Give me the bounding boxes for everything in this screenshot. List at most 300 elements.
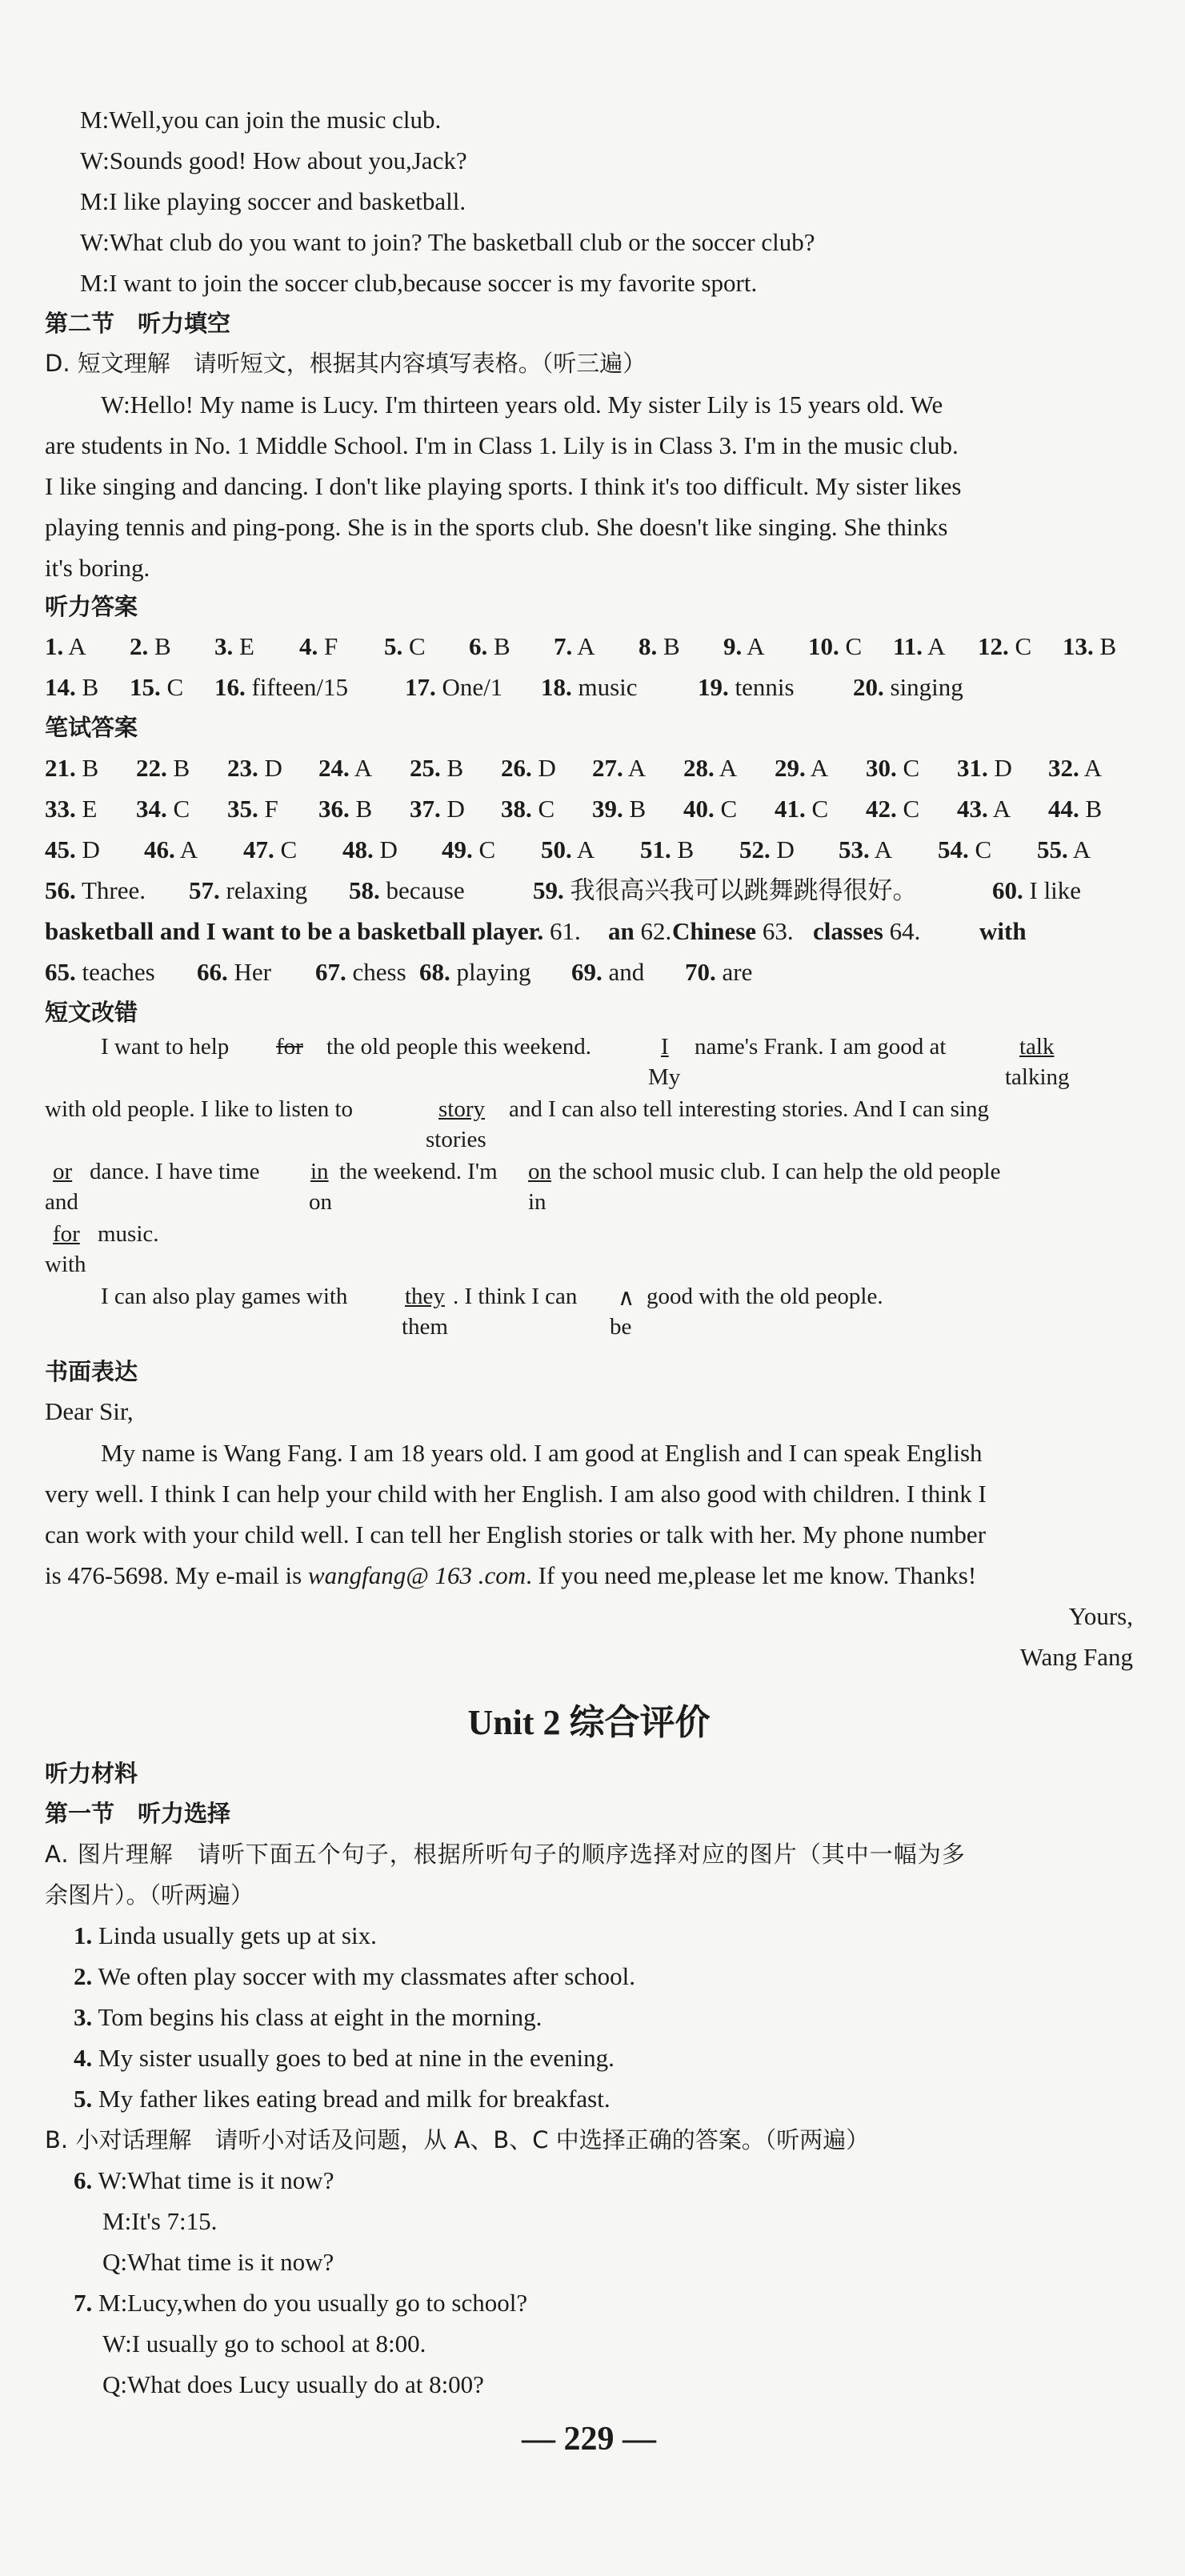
answer-item: [698, 671, 795, 703]
answer-value: 64.: [883, 917, 921, 945]
answer-number: Chinese: [672, 917, 757, 945]
corr-deleted: for: [276, 1034, 303, 1060]
answer-item: [45, 915, 581, 947]
answer-value: F: [318, 632, 338, 660]
answer-item: [227, 793, 278, 825]
answer-item: [349, 875, 465, 907]
answer-number: 38.: [501, 795, 532, 823]
corr-wrong: in: [310, 1159, 329, 1184]
answer-number: 66.: [197, 958, 228, 986]
answer-number: 11.: [893, 632, 923, 660]
answer-value: B: [657, 632, 680, 660]
answer-value: C: [531, 795, 555, 823]
answer-value: playing: [450, 958, 531, 986]
answer-item: [45, 793, 97, 825]
writing-heading: 书面表达: [45, 1358, 138, 1385]
answer-item: [45, 956, 155, 988]
answer-value: B: [1079, 795, 1103, 823]
answer-number: 39.: [592, 795, 623, 823]
answer-item: [1048, 752, 1102, 784]
instruction-d: D. 短文理解 请听短文，根据其内容填写表格。（听三遍）: [45, 350, 647, 377]
letter-signature: Wang Fang: [1019, 1643, 1133, 1671]
list-item: [74, 2083, 611, 2115]
answer-item: [227, 752, 282, 784]
answer-item: [592, 752, 646, 784]
answer-item: [136, 793, 190, 825]
answer-value: C: [896, 754, 920, 782]
answer-value: D: [987, 754, 1012, 782]
letter-line: very well. I think I can help your child with her English. I am also good with children. I think I: [45, 1480, 987, 1508]
passage-line: playing tennis and ping-pong. She is in the sports club. She doesn't like singing. She thinks: [45, 513, 948, 541]
answer-number: 2.: [130, 632, 149, 660]
answer-number: 12.: [978, 632, 1009, 660]
section-heading: 第一节 听力选择: [45, 1800, 231, 1827]
dialog-line: M:I like playing soccer and basketball.: [80, 187, 466, 215]
corr-wrong: they: [405, 1284, 445, 1309]
answer-item: [214, 631, 254, 663]
correction-heading: 短文改错: [45, 999, 138, 1026]
answer-value: B: [623, 795, 647, 823]
item-number: 2.: [74, 1962, 93, 1990]
answer-number: 4.: [299, 632, 318, 660]
answer-value: A: [987, 795, 1011, 823]
letter-text: is 476-5698. My e-mail is: [45, 1561, 302, 1589]
answer-number: 23.: [227, 754, 258, 782]
list-item: [74, 1920, 377, 1952]
answer-value: B: [166, 754, 190, 782]
answer-item: [243, 834, 297, 866]
answer-value: C: [166, 795, 190, 823]
answer-number: basketball and I want to be a basketball player.: [45, 917, 544, 945]
answer-number: 7.: [554, 632, 573, 660]
answer-item: [979, 915, 1027, 947]
answer-value: One/1: [435, 673, 503, 701]
answer-value: because: [379, 876, 465, 904]
item-number: 6.: [74, 2166, 93, 2194]
answer-value: I like: [1023, 876, 1082, 904]
corr-fix: in: [528, 1189, 546, 1215]
answer-item: [501, 793, 554, 825]
answer-number: 32.: [1048, 754, 1079, 782]
corr-text: the weekend. I'm: [339, 1159, 498, 1184]
answer-item: [554, 631, 595, 663]
list-item: [74, 2042, 615, 2074]
answer-number: 15.: [130, 673, 161, 701]
answer-value: F: [258, 795, 278, 823]
answer-item: [45, 834, 100, 866]
answer-value: C: [968, 835, 992, 863]
passage-line: I like singing and dancing. I don't like playing sports. I think it's too difficult. My sister likes: [45, 472, 962, 500]
answer-item: [639, 631, 680, 663]
answer-number: 49.: [442, 835, 473, 863]
answer-item: [342, 834, 398, 866]
answer-value: singing: [883, 673, 963, 701]
instruction-a: A. 图片理解 请听下面五个句子，根据所听句子的顺序选择对应的图片（其中一幅为多: [45, 1841, 966, 1868]
passage-line: are students in No. 1 Middle School. I'm in Class 1. Lily is in Class 3. I'm in the music club.: [45, 431, 959, 459]
corr-text: and I can also tell interesting stories. And I can sing: [509, 1096, 989, 1122]
answer-item: [197, 956, 271, 988]
letter-line: can work with your child well. I can tell her English stories or talk with her. My phone number: [45, 1520, 987, 1548]
item-number: 3.: [74, 2003, 93, 2031]
answer-item: [978, 631, 1031, 663]
answer-number: 31.: [957, 754, 988, 782]
answer-item: [419, 956, 531, 988]
answer-item: [1063, 631, 1116, 663]
answer-item: [775, 752, 828, 784]
answer-value: A: [571, 835, 595, 863]
answer-item: [469, 631, 510, 663]
item-text: Tom begins his class at eight in the morning.: [98, 2003, 542, 2031]
corr-fix: talking: [1005, 1064, 1070, 1090]
answer-value: C: [402, 632, 426, 660]
item-text: My father likes eating bread and milk for breakfast.: [98, 2085, 611, 2113]
answer-number: 44.: [1048, 795, 1079, 823]
answer-value: A: [623, 754, 647, 782]
answer-number: 30.: [866, 754, 897, 782]
answer-value: D: [75, 835, 100, 863]
answer-value: B: [75, 673, 99, 701]
list-item: [74, 1961, 635, 1993]
letter-line: My name is Wang Fang. I am 18 years old. I am good at English and I can speak English: [101, 1439, 983, 1467]
corr-text: the school music club. I can help the old people: [558, 1159, 1001, 1184]
answer-value: are: [715, 958, 753, 986]
answer-item: [144, 834, 198, 866]
answer-number: 6.: [469, 632, 488, 660]
corr-text: dance. I have time: [90, 1159, 260, 1184]
answer-value: B: [75, 754, 99, 782]
answer-value: B: [487, 632, 510, 660]
answer-item: [410, 752, 463, 784]
answer-item: [410, 793, 465, 825]
corr-wrong: for: [53, 1221, 80, 1247]
corr-text: I can also play games with: [101, 1284, 348, 1309]
answer-item: [130, 671, 183, 703]
corr-text: name's Frank. I am good at: [695, 1034, 947, 1060]
answer-value: A: [805, 754, 829, 782]
answer-item: [541, 671, 638, 703]
answer-number: 17.: [405, 673, 436, 701]
answer-value: relaxing: [219, 876, 308, 904]
answer-value: C: [805, 795, 829, 823]
answer-value: A: [742, 632, 765, 660]
answer-number: 59.: [533, 876, 564, 904]
answer-value: A: [869, 835, 893, 863]
answer-value: A: [349, 754, 373, 782]
answer-number: 58.: [349, 876, 380, 904]
passage-line: it's boring.: [45, 554, 150, 582]
dialog-line: M:I want to join the soccer club,because soccer is my favorite sport.: [80, 269, 758, 297]
answer-value: fifteen/15: [245, 673, 349, 701]
corr-fix: on: [309, 1189, 332, 1215]
answer-item: [384, 631, 426, 663]
corr-wrong: talk: [1019, 1034, 1055, 1060]
answer-item: [45, 631, 86, 663]
answer-value: D: [373, 835, 398, 863]
answer-value: 62.: [634, 917, 672, 945]
answer-number: 19.: [698, 673, 729, 701]
letter-closing: Yours,: [1068, 1602, 1133, 1630]
answer-number: with: [979, 917, 1027, 945]
email-address: wangfang@ 163 .com: [307, 1561, 526, 1589]
answer-number: classes: [813, 917, 883, 945]
answer-number: 34.: [136, 795, 167, 823]
answer-item: [501, 752, 556, 784]
answer-number: 10.: [808, 632, 839, 660]
answer-item: [315, 956, 406, 988]
passage-line: W:Hello! My name is Lucy. I'm thirteen years old. My sister Lily is 15 years old. We: [101, 391, 943, 419]
answer-item: [839, 834, 892, 866]
answer-item: [672, 915, 794, 947]
answer-item: [592, 793, 646, 825]
page-number: — 229 —: [522, 2421, 656, 2458]
answer-value: D: [258, 754, 282, 782]
answer-number: 26.: [501, 754, 532, 782]
answer-number: 8.: [639, 632, 658, 660]
corr-wrong: on: [528, 1159, 551, 1184]
answer-value: C: [896, 795, 920, 823]
answer-number: 48.: [342, 835, 374, 863]
answer-item: [723, 631, 765, 663]
answer-item: [608, 915, 671, 947]
answer-number: 55.: [1037, 835, 1068, 863]
answer-item: [214, 671, 348, 703]
answer-item: [405, 671, 502, 703]
answer-item: [318, 752, 372, 784]
answer-number: 40.: [683, 795, 715, 823]
answer-number: 24.: [318, 754, 350, 782]
list-item: [74, 2165, 334, 2197]
answer-item: [45, 875, 146, 907]
answer-item: [533, 875, 918, 907]
answer-number: 54.: [938, 835, 969, 863]
answer-number: 20.: [853, 673, 884, 701]
corr-wrong: I: [661, 1034, 669, 1060]
answer-number: 25.: [410, 754, 441, 782]
answer-item: [893, 631, 945, 663]
corr-text: . I think I can: [453, 1284, 578, 1309]
dialog-line: M:Well,you can join the music club.: [80, 106, 442, 134]
answer-value: A: [923, 632, 946, 660]
answer-number: 57.: [189, 876, 220, 904]
answer-item: [45, 752, 98, 784]
item-number: 4.: [74, 2044, 93, 2072]
answer-value: 61.: [543, 917, 581, 945]
answer-item: [318, 793, 372, 825]
corr-text: with old people. I like to listen to: [45, 1096, 354, 1122]
list-item: Q:What time is it now?: [102, 2248, 334, 2276]
corr-wrong: or: [53, 1159, 73, 1184]
corr-fix: them: [402, 1314, 448, 1340]
dialog-line: W:Sounds good! How about you,Jack?: [80, 146, 467, 174]
answer-value: C: [472, 835, 496, 863]
answer-item: [683, 752, 737, 784]
unit-title: Unit 2 综合评价: [467, 1703, 711, 1742]
answer-number: 27.: [592, 754, 623, 782]
answer-value: A: [1067, 835, 1091, 863]
list-item: Q:What does Lucy usually do at 8:00?: [102, 2370, 484, 2398]
answer-number: 9.: [723, 632, 743, 660]
answer-item: [866, 793, 919, 825]
answer-value: C: [1008, 632, 1032, 660]
answer-value: A: [572, 632, 595, 660]
answer-number: 33.: [45, 795, 76, 823]
item-text: We often play soccer with my classmates after school.: [98, 1962, 635, 1990]
answer-value: C: [160, 673, 184, 701]
answer-value: and: [602, 958, 645, 986]
corr-fix: stories: [426, 1127, 486, 1152]
answer-number: 37.: [410, 795, 441, 823]
item-text: My sister usually goes to bed at nine in the evening.: [98, 2044, 615, 2072]
corr-wrong: story: [438, 1096, 485, 1122]
item-number: 1.: [74, 1921, 93, 1949]
answer-value: A: [714, 754, 738, 782]
answer-number: 13.: [1063, 632, 1094, 660]
corr-fix: with: [45, 1252, 86, 1277]
answer-item: [992, 875, 1081, 907]
answer-number: 56.: [45, 876, 76, 904]
corr-insert-caret: ∧: [618, 1285, 635, 1311]
answer-value: music: [571, 673, 638, 701]
answer-item: [571, 956, 644, 988]
answer-number: 51.: [640, 835, 671, 863]
answer-value: 63.: [756, 917, 794, 945]
answer-number: 53.: [839, 835, 870, 863]
answer-item: [130, 631, 171, 663]
answer-value: D: [440, 795, 465, 823]
answer-number: 46.: [144, 835, 175, 863]
section-heading: 第二节 听力填空: [45, 310, 231, 337]
answer-value: A: [174, 835, 198, 863]
answer-value: chess: [346, 958, 406, 986]
answer-item: [739, 834, 795, 866]
answer-number: an: [608, 917, 635, 945]
answer-number: 36.: [318, 795, 350, 823]
answer-number: 65.: [45, 958, 76, 986]
instruction-a: 余图片）。（听两遍）: [45, 1881, 254, 1909]
answer-value: C: [714, 795, 738, 823]
list-item: [74, 2287, 527, 2319]
corr-fix: and: [45, 1189, 78, 1215]
answer-number: 29.: [775, 754, 806, 782]
answer-value: B: [148, 632, 171, 660]
answer-number: 14.: [45, 673, 76, 701]
item-text: M:Lucy,when do you usually go to school?: [98, 2289, 528, 2317]
corr-fix: My: [648, 1064, 681, 1090]
answer-number: 18.: [541, 673, 572, 701]
listening-answers-heading: 听力答案: [45, 593, 138, 620]
answer-number: 22.: [136, 754, 167, 782]
answer-value: B: [440, 754, 464, 782]
letter-text: . If you need me,please let me know. Thanks!: [526, 1561, 977, 1589]
answer-item: [683, 793, 737, 825]
answer-number: 28.: [683, 754, 715, 782]
answer-value: tennis: [728, 673, 795, 701]
answer-item: [957, 793, 1011, 825]
answer-item: [808, 631, 862, 663]
answer-number: 45.: [45, 835, 76, 863]
answer-item: [189, 875, 307, 907]
item-text: Linda usually gets up at six.: [98, 1921, 377, 1949]
answer-number: 35.: [227, 795, 258, 823]
answer-number: 42.: [866, 795, 897, 823]
materials-heading: 听力材料: [45, 1760, 138, 1787]
corr-text: I want to help: [101, 1034, 230, 1060]
answer-number: 50.: [541, 835, 572, 863]
answer-item: [136, 752, 190, 784]
answer-value: Her: [227, 958, 271, 986]
answer-number: 70.: [685, 958, 716, 986]
answer-item: [1048, 793, 1102, 825]
answer-item: [45, 671, 98, 703]
answer-value: E: [75, 795, 98, 823]
corr-text: the old people this weekend.: [326, 1034, 591, 1060]
answer-value: teaches: [75, 958, 155, 986]
corr-text: good with the old people.: [647, 1284, 883, 1309]
answer-value: C: [274, 835, 298, 863]
answer-item: [541, 834, 595, 866]
answer-value: B: [1093, 632, 1117, 660]
corr-text: music.: [98, 1221, 159, 1247]
answer-number: 68.: [419, 958, 450, 986]
answer-item: [813, 915, 920, 947]
answer-number: 5.: [384, 632, 403, 660]
item-text: W:What time is it now?: [98, 2166, 334, 2194]
answer-number: 21.: [45, 754, 76, 782]
answer-number: 67.: [315, 958, 346, 986]
answer-number: 60.: [992, 876, 1023, 904]
answer-value: Three.: [75, 876, 146, 904]
item-number: 7.: [74, 2289, 93, 2317]
answer-value: C: [839, 632, 863, 660]
answer-number: 69.: [571, 958, 603, 986]
list-item: W:I usually go to school at 8:00.: [102, 2330, 426, 2358]
answer-item: [685, 956, 752, 988]
letter-salutation: Dear Sir,: [45, 1397, 134, 1425]
answer-number: 16.: [214, 673, 246, 701]
answer-item: [957, 752, 1012, 784]
item-number: 5.: [74, 2085, 93, 2113]
answer-value: 我很高兴我可以跳舞跳得很好。: [563, 876, 918, 904]
answer-value: A: [1079, 754, 1103, 782]
answer-value: B: [349, 795, 373, 823]
answer-item: [775, 793, 828, 825]
answer-number: 52.: [739, 835, 771, 863]
answer-number: 41.: [775, 795, 806, 823]
answer-value: D: [770, 835, 795, 863]
answer-value: B: [671, 835, 695, 863]
answer-item: [299, 631, 338, 663]
letter-line: [45, 1560, 976, 1592]
instruction-b: B. 小对话理解 请听小对话及问题，从 A、B、C 中选择正确的答案。（听两遍）: [45, 2126, 870, 2153]
corr-fix: be: [610, 1314, 632, 1340]
answer-item: [866, 752, 919, 784]
answer-value: A: [63, 632, 86, 660]
answer-number: 47.: [243, 835, 274, 863]
answer-number: 1.: [45, 632, 64, 660]
answer-item: [1037, 834, 1091, 866]
answer-item: [853, 671, 963, 703]
dialog-line: W:What club do you want to join? The basketball club or the soccer club?: [80, 228, 815, 256]
written-answers-heading: 笔试答案: [45, 714, 138, 741]
answer-number: 3.: [214, 632, 234, 660]
answer-item: [938, 834, 991, 866]
answer-item: [640, 834, 694, 866]
answer-item: [442, 834, 495, 866]
answer-value: E: [233, 632, 254, 660]
answer-number: 43.: [957, 795, 988, 823]
answer-value: D: [531, 754, 556, 782]
list-item: [74, 2001, 542, 2033]
